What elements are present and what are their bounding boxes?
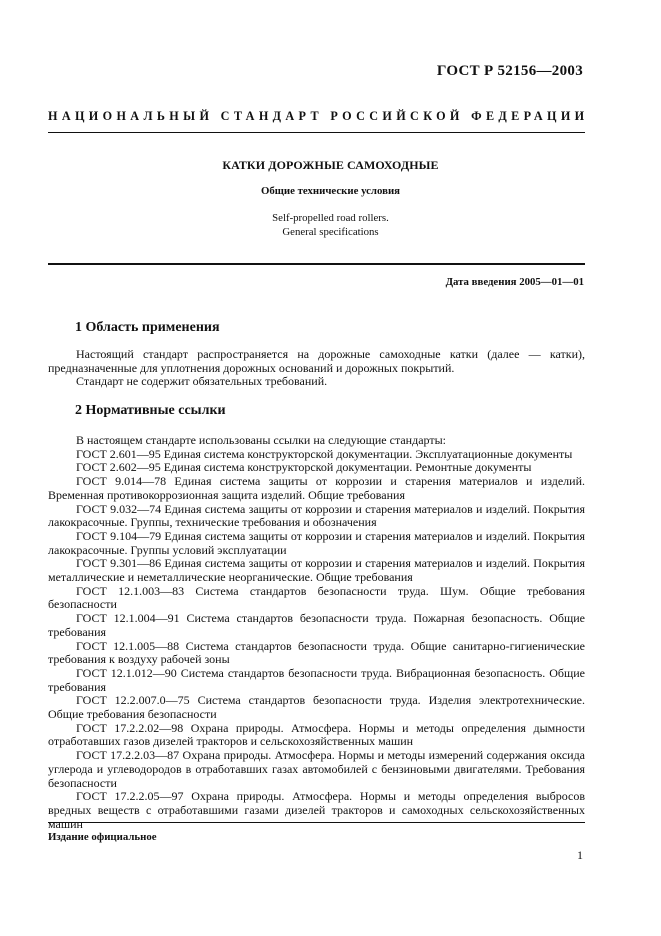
reference-item: ГОСТ 9.104—79 Единая система защиты от коррозии и старения материалов и изделий. Покрытия лакокрасочные. Группы условий эксплуатации	[48, 528, 585, 557]
reference-item: ГОСТ 9.301—86 Единая система защиты от коррозии и старения материалов и изделий. Покрытия металлические и неметаллические неорганические. Общие требования	[48, 556, 585, 585]
document-title: КАТКИ ДОРОЖНЫЕ САМОХОДНЫЕ	[222, 158, 439, 172]
reference-item: ГОСТ 9.014—78 Единая система защиты от коррозии и старения материалов и изделий. Временная противокоррозионная защита изделий. Общие требования	[48, 474, 585, 502]
section-1-paragraph-1: Настоящий стандарт распространяется на дорожные самоходные катки (далее — катки), предназначенные для уплотнения дорожных оснований и дорожных покрытий.	[48, 347, 585, 375]
section-1-heading: 1 Область применения	[75, 320, 220, 335]
edition-note: Издание официальное	[48, 831, 157, 843]
reference-item: ГОСТ 9.032—74 Единая система защиты от коррозии и старения материалов и изделий. Покрытия лакокрасочные. Группы, технические требования и обозначения	[48, 501, 585, 530]
national-standard-banner: НАЦИОНАЛЬНЫЙ СТАНДАРТ РОССИЙСКОЙ ФЕДЕРАЦИИ	[48, 109, 589, 123]
section-1-paragraph-2: Стандарт не содержит обязательных требований.	[76, 374, 328, 389]
title-divider	[48, 263, 585, 265]
reference-item: ГОСТ 12.1.003—83 Система стандартов безопасности труда. Шум. Общие требования безопасности	[48, 583, 585, 612]
reference-item: ГОСТ 2.602—95 Единая система конструкторской документации. Ремонтные документы	[76, 460, 532, 475]
header-divider	[48, 132, 585, 133]
english-title	[0, 211, 661, 239]
reference-item: ГОСТ 12.1.012—90 Система стандартов безопасности труда. Вибрационная безопасность. Общие требования	[48, 665, 585, 694]
reference-item: ГОСТ 12.2.007.0—75 Система стандартов безопасности труда. Изделия электротехнические. Общие требования безопасности	[48, 693, 585, 722]
document-subtitle: Общие технические условия	[260, 185, 401, 197]
reference-item: ГОСТ 2.601—95 Единая система конструкторской документации. Эксплуатационные документы	[76, 446, 573, 461]
reference-item: ГОСТ 17.2.2.03—87 Охрана природы. Атмосфера. Нормы и методы измерений содержания оксида углерода и углеводородов в отработавших газах автомобилей с бензиновыми двигателями. Требования безопасности	[48, 748, 585, 790]
page-number: 1	[577, 848, 583, 862]
section-2-intro: В настоящем стандарте использованы ссылки на следующие стандарты:	[76, 433, 447, 447]
document-number: ГОСТ Р 52156—2003	[436, 63, 583, 79]
section-1-body	[48, 348, 585, 389]
english-title-line-1: Self-propelled road rollers.	[272, 212, 389, 224]
section-2-heading: 2 Нормативные ссылки	[75, 403, 226, 418]
footer-divider	[48, 822, 585, 823]
section-2-body	[48, 434, 585, 831]
reference-item: ГОСТ 12.1.005—88 Система стандартов безопасности труда. Общие санитарно-гигиенические требования к воздуху рабочей зоны	[48, 638, 585, 667]
introduction-date: Дата введения 2005—01—01	[445, 276, 584, 288]
reference-item: ГОСТ 17.2.2.02—98 Охрана природы. Атмосфера. Нормы и методы определения дымности отработавших газов дизелей тракторов и сельскохозяйственных машин	[48, 720, 585, 749]
reference-item: ГОСТ 17.2.2.05—97 Охрана природы. Атмосфера. Нормы и методы определения выбросов вредных веществ с отработавшими газами дизелей тракторов и самоходных сельскохозяйственных машин	[48, 789, 585, 831]
english-title-line-2: General specifications	[282, 226, 379, 238]
reference-item: ГОСТ 12.1.004—91 Система стандартов безопасности труда. Пожарная безопасность. Общие требования	[48, 611, 585, 639]
